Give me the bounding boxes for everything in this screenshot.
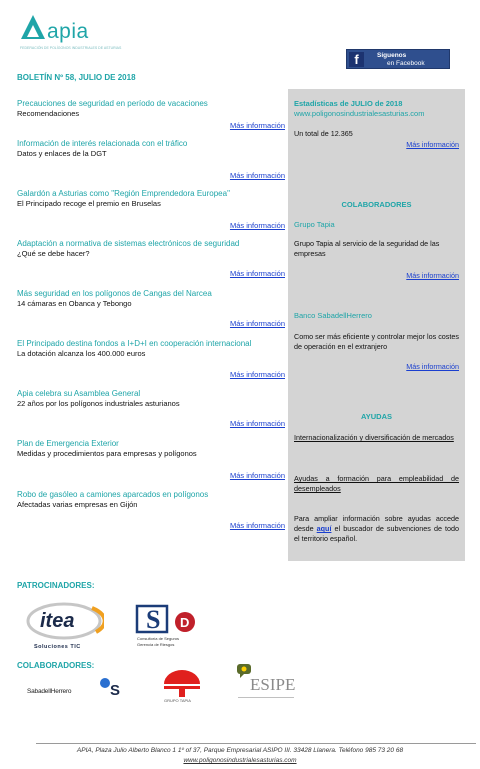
collaborator-more-link[interactable]: Más información <box>406 271 459 280</box>
tapia-wordmark: GRUPO TAPIA <box>164 698 191 703</box>
consultoria-caption-1: Consultoría de Seguros <box>137 636 180 641</box>
itea-wordmark: itea <box>40 610 75 632</box>
news-title[interactable]: Adaptación a normativa de sistemas electrónicos de seguridad <box>17 239 240 248</box>
news-item <box>17 490 287 510</box>
more-info-link[interactable]: Más información <box>229 221 285 230</box>
collaborators-footer-heading: COLABORADORES: <box>17 661 95 670</box>
collaborators-heading: COLABORADORES <box>341 200 412 209</box>
facebook-label-2: en Facebook <box>387 60 425 67</box>
news-title[interactable]: Información de interés relacionada con el tráfico <box>17 139 188 148</box>
stats-block <box>294 99 459 119</box>
news-subtitle: Medidas y procedimientos para empresas y polígonos <box>17 449 197 458</box>
tapia-mark-icon <box>160 668 204 698</box>
facebook-icon: f <box>349 52 364 67</box>
news-item <box>17 189 287 209</box>
more-info-link[interactable]: Más información <box>229 521 285 530</box>
stats-title: Estadísticas de JULIO de 2018 <box>294 99 403 108</box>
itea-caption: Soluciones TIC <box>34 644 81 650</box>
esipe-underline <box>238 697 294 698</box>
collaborator-name[interactable]: Grupo Tapia <box>294 220 335 229</box>
footer-address: APIA, Plaza Julio Alberto Blanco 1 1º of 37, Parque Empresarial ASIPO III. 33428 Llanera. Teléfono 985 73 20 68 <box>76 747 404 754</box>
ayudas-note-pre: Para ampliar información sobre ayudas accede desde <box>294 514 459 533</box>
sabadell-logo[interactable]: SabadellHerrero <box>27 688 72 695</box>
svg-text:S: S <box>146 605 161 634</box>
consultoria-logo[interactable] <box>133 600 203 652</box>
footer-website-link[interactable]: www.poligonosindustrialesasturias.com <box>183 757 297 764</box>
more-info-link[interactable]: Más información <box>229 171 285 180</box>
bs-logo[interactable] <box>99 677 129 697</box>
ayudas-heading: AYUDAS <box>361 412 392 421</box>
ayudas-note-post: el buscador de subvenciones de todo el territorio español. <box>294 524 459 543</box>
news-title[interactable]: Precauciones de seguridad en período de vacaciones <box>17 99 208 108</box>
svg-text:S: S <box>110 682 121 697</box>
more-info-link[interactable]: Más información <box>229 319 285 328</box>
news-subtitle: 14 cámaras en Obanca y Tebongo <box>17 299 132 308</box>
more-info-link[interactable]: Más información <box>229 419 285 428</box>
footer-divider <box>36 743 476 744</box>
collaborator-name[interactable]: Banco SabadellHerrero <box>294 311 372 320</box>
news-subtitle: El Principado recoge el premio en Bruselas <box>17 199 161 208</box>
news-title[interactable]: Robo de gasóleo a camiones aparcados en polígonos <box>17 490 209 499</box>
stats-more-link[interactable]: Más información <box>406 140 459 149</box>
apia-logo <box>20 14 130 54</box>
consultoria-caption-2: Gerencia de Riesgos <box>137 642 175 647</box>
tapia-logo[interactable] <box>160 668 204 706</box>
apia-wordmark: apia <box>47 20 89 43</box>
ayudas-note <box>294 514 459 544</box>
news-title[interactable]: Plan de Emergencia Exterior <box>17 439 119 448</box>
news-item <box>17 289 287 309</box>
ayudas-here-link[interactable]: aquí <box>316 524 332 533</box>
ayuda-link[interactable]: Ayudas a formación para empleabilidad de desempleados <box>294 474 459 493</box>
news-subtitle: ¿Qué se debe hacer? <box>17 249 90 258</box>
bs-mark-icon <box>99 677 129 697</box>
news-title[interactable]: Apia celebra su Asamblea General <box>17 389 141 398</box>
news-item <box>17 339 287 359</box>
news-item <box>17 239 287 259</box>
collaborator-text: Como ser más eficiente y controlar mejor los costes de operación en el extranjero <box>294 332 459 351</box>
itea-logo[interactable] <box>26 602 106 652</box>
news-subtitle: 22 años por los polígonos industriales asturianos <box>17 399 180 408</box>
news-subtitle: Recomendaciones <box>17 109 80 118</box>
sponsors-heading: PATROCINADORES: <box>17 581 95 590</box>
apia-triangle-icon <box>20 14 46 40</box>
sidebar <box>288 89 465 561</box>
more-info-link[interactable]: Más información <box>229 471 285 480</box>
esipe-logo[interactable] <box>236 663 296 705</box>
esipe-wordmark: ESIPE <box>250 675 296 694</box>
more-info-link[interactable]: Más información <box>229 269 285 278</box>
news-subtitle: Afectadas varias empresas en Gijón <box>17 500 138 509</box>
facebook-follow-button[interactable] <box>346 49 450 69</box>
more-info-link[interactable]: Más información <box>229 121 285 130</box>
bulletin-title: BOLETÍN Nº 58, JULIO DE 2018 <box>17 73 136 82</box>
ayuda-link[interactable]: Internacionalización y diversificación de mercados <box>294 433 454 442</box>
collaborator-text: Grupo Tapia al servicio de la seguridad de las empresas <box>294 239 440 258</box>
stats-site[interactable]: www.poligonosindustrialesasturias.com <box>294 109 425 118</box>
news-title[interactable]: El Principado destina fondos a I+D+I en cooperación internacional <box>17 339 252 348</box>
news-title[interactable]: Más seguridad en los polígonos de Cangas del Narcea <box>17 289 212 298</box>
collaborator-more-link[interactable]: Más información <box>406 362 459 371</box>
news-subtitle: Datos y enlaces de la DGT <box>17 149 107 158</box>
news-item <box>17 139 287 159</box>
consultoria-emblem-icon <box>133 600 203 634</box>
news-item <box>17 439 287 459</box>
stats-total: Un total de 12.365 <box>294 129 353 138</box>
news-item <box>17 99 287 119</box>
facebook-label-1: Síguenos <box>377 52 407 59</box>
svg-text:D: D <box>180 615 190 630</box>
news-title[interactable]: Galardón a Asturias como "Región Emprendedora Europea" <box>17 189 230 198</box>
news-subtitle: La dotación alcanza los 400.000 euros <box>17 349 146 358</box>
news-item <box>17 389 287 409</box>
more-info-link[interactable]: Más información <box>229 370 285 379</box>
apia-tagline: FEDERACIÓN DE POLÍGONOS INDUSTRIALES DE ASTURIAS <box>20 46 122 50</box>
